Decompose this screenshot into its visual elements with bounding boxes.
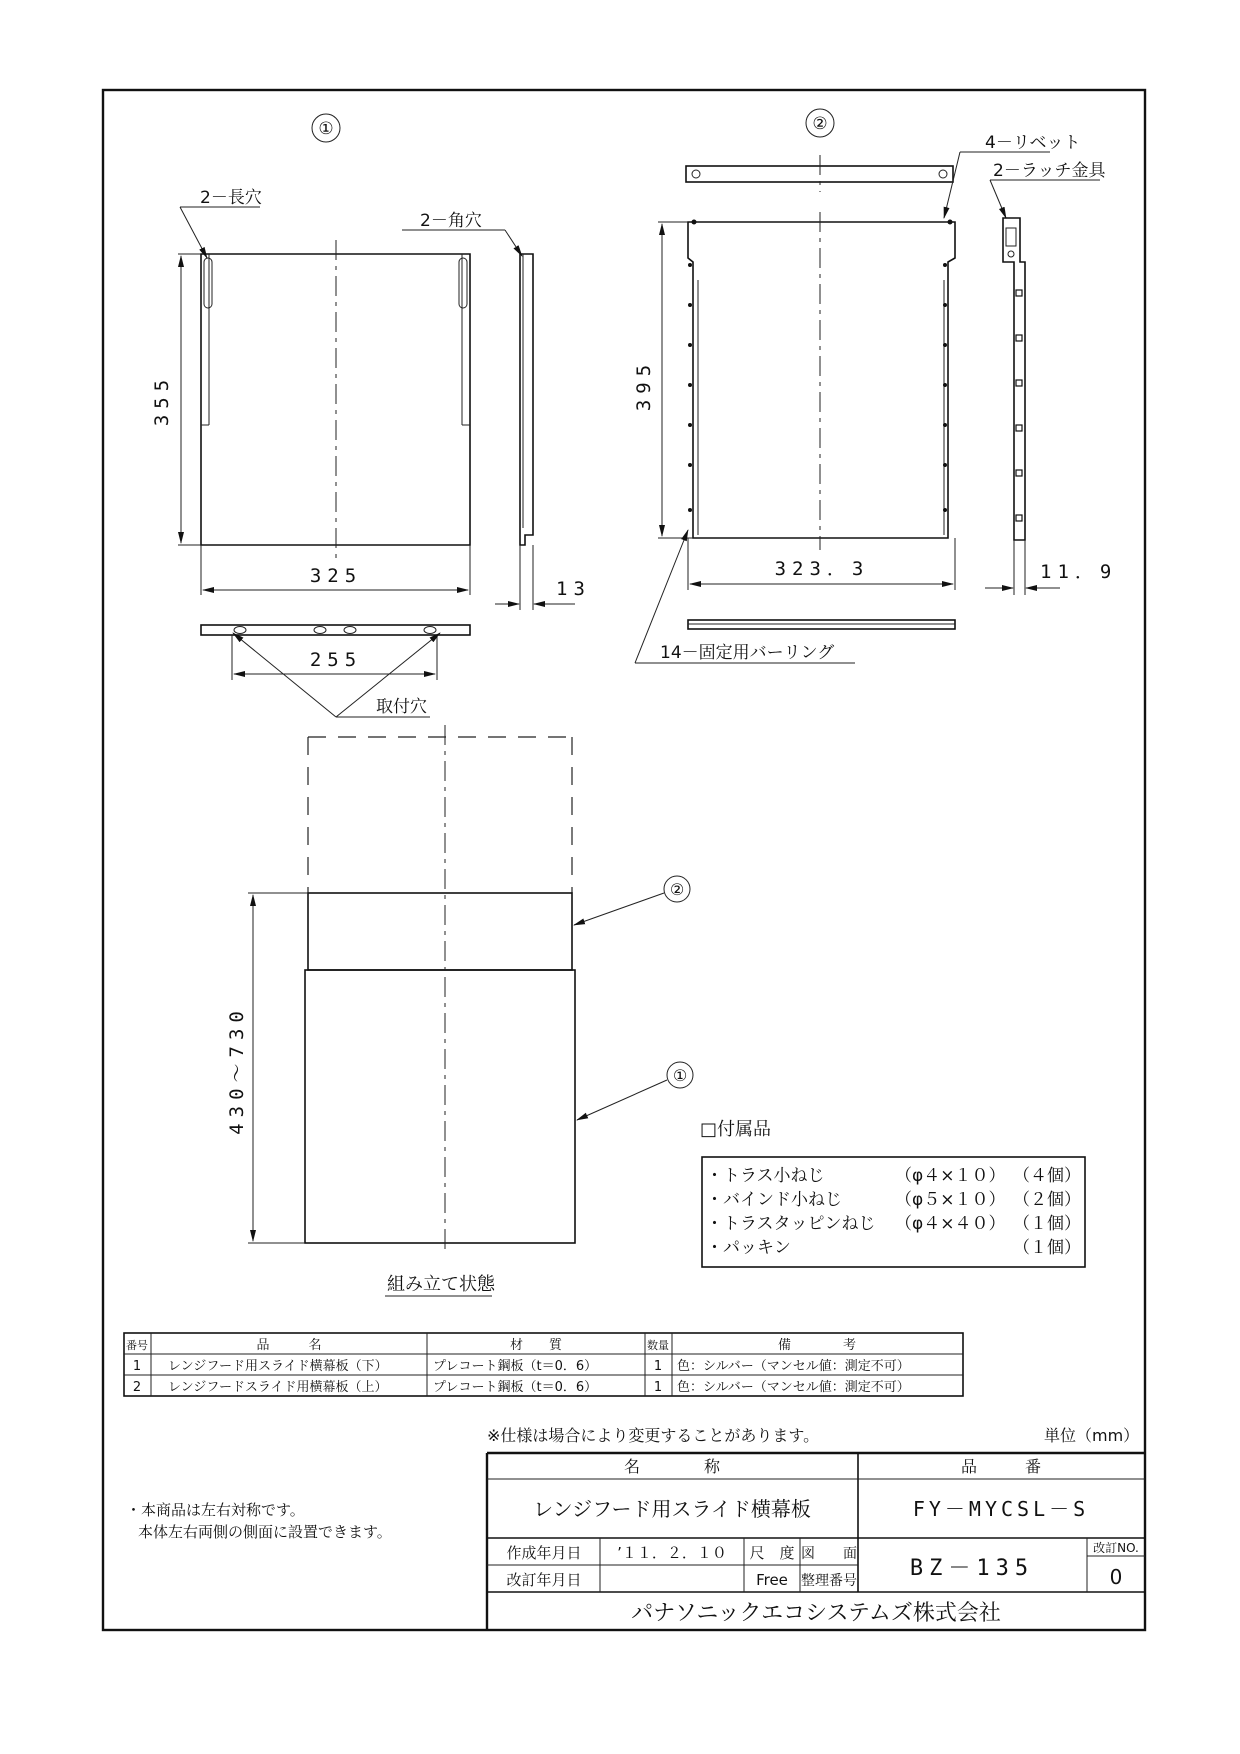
accessory-qty: （２個）: [1013, 1190, 1081, 1210]
table-header: 番号: [126, 1339, 148, 1352]
table-cell: レンジフードスライド用横幕板（上）: [168, 1380, 388, 1395]
dim-assembly-range: 430～730: [226, 1005, 248, 1135]
assembly-part2: [308, 893, 572, 970]
accessory-spec: （φ４×１０）: [895, 1166, 1006, 1186]
drawing-label-1: 図 面: [801, 1546, 857, 1562]
table-header: 材 質: [509, 1338, 563, 1353]
created-label: 作成年月日: [506, 1544, 582, 1562]
accessories-title: □付属品: [700, 1119, 772, 1140]
accessory-name: ・トラス小ねじ: [706, 1166, 825, 1186]
dim-part2-width: 323．3: [774, 558, 870, 580]
scale-label: 尺 度: [749, 1544, 795, 1562]
dim-part1-height: 355: [151, 373, 173, 427]
label-mount-hole: 取付穴: [376, 697, 427, 717]
accessory-name: ・バインド小ねじ: [706, 1190, 842, 1210]
table-header: 品 名: [256, 1338, 322, 1353]
accessory-qty: （１個）: [1013, 1214, 1081, 1234]
accessory-name: ・トラスタッピンねじ: [706, 1214, 876, 1234]
revision-label: 改訂NO.: [1093, 1541, 1139, 1555]
dim-mount-pitch: 255: [309, 649, 363, 671]
dim-part2-height: 395: [633, 358, 655, 412]
table-cell: 1: [653, 1380, 663, 1395]
accessory-qty: （１個）: [1013, 1238, 1081, 1258]
parts-table: [124, 1333, 963, 1396]
accessory-name: ・パッキン: [706, 1238, 791, 1258]
company-name: パナソニックエコシステムズ株式会社: [631, 1601, 1001, 1626]
title-block: [487, 1453, 1145, 1630]
product-number: FY－MYCSL－S: [912, 1497, 1090, 1521]
label-latch: 2－ラッチ金具: [993, 161, 1106, 181]
table-header: 数量: [647, 1339, 669, 1352]
sheet-border: [103, 90, 1145, 1630]
part1-slot-left: [204, 258, 212, 308]
part2-views: [633, 109, 1117, 663]
label-slot: 2－長穴: [200, 188, 262, 208]
part2-marker: ②: [812, 114, 828, 134]
table-cell: 色：シルバー（マンセル値：測定不可）: [677, 1380, 910, 1395]
table-cell: レンジフード用スライド横幕板（下）: [168, 1359, 388, 1374]
assembly-marker-2: ②: [669, 880, 685, 899]
accessory-qty: （４個）: [1013, 1166, 1081, 1186]
revised-label: 改訂年月日: [506, 1571, 582, 1589]
revision-number: 0: [1109, 1565, 1123, 1589]
note-spec-change: ※仕様は場合により変更することがあります。: [487, 1426, 820, 1445]
assembly-view: [226, 725, 693, 1296]
table-cell: 1: [132, 1359, 142, 1374]
assembly-part1: [305, 970, 575, 1243]
table-cell: 2: [132, 1380, 142, 1395]
dim-part1-thickness: 13: [556, 578, 591, 600]
table-header: 備 考: [777, 1338, 857, 1353]
label-rivet: 4－リベット: [985, 133, 1081, 153]
assembly-marker-1: ①: [672, 1066, 688, 1085]
part1-views: [151, 114, 591, 717]
part1-side-view: [520, 254, 533, 545]
accessories-box: [700, 1119, 1085, 1267]
part2-front-outline: [688, 222, 955, 538]
label-assembled: 組み立て状態: [387, 1274, 495, 1295]
title-name-header: 名 称: [623, 1457, 721, 1476]
accessory-spec: （φ４×４０）: [895, 1214, 1006, 1234]
table-cell: プレコート鋼板（t＝0．6）: [433, 1359, 598, 1374]
product-name: レンジフード用スライド横幕板: [533, 1497, 811, 1521]
part1-marker: ①: [318, 119, 334, 139]
table-cell: 色：シルバー（マンセル値：測定不可）: [677, 1359, 910, 1374]
drawing-number: BZ－135: [909, 1556, 1035, 1581]
created-date: ’１１．２．１０: [617, 1544, 727, 1562]
part1-slot-right: [459, 258, 467, 308]
note-unit: 単位（mm）: [1044, 1426, 1140, 1445]
note-symmetry-1: ・本商品は左右対称です。: [126, 1501, 305, 1519]
dim-part2-thickness: 11．9: [1040, 561, 1118, 583]
accessory-spec: （φ５×１０）: [895, 1190, 1006, 1210]
scale-value: Free: [756, 1571, 788, 1589]
table-cell: 1: [653, 1359, 663, 1374]
table-cell: プレコート鋼板（t＝0．6）: [433, 1380, 598, 1395]
title-product-no-header: 品 番: [960, 1457, 1042, 1476]
note-symmetry-2: 本体左右両側の側面に設置できます。: [138, 1523, 392, 1541]
dim-part1-width: 325: [309, 565, 363, 587]
drawing-label-2: 整理番号: [801, 1573, 857, 1589]
label-square-hole: 2－角穴: [420, 211, 482, 231]
label-burring: 14－固定用バーリング: [660, 643, 835, 663]
part2-side-view: [1003, 218, 1025, 540]
